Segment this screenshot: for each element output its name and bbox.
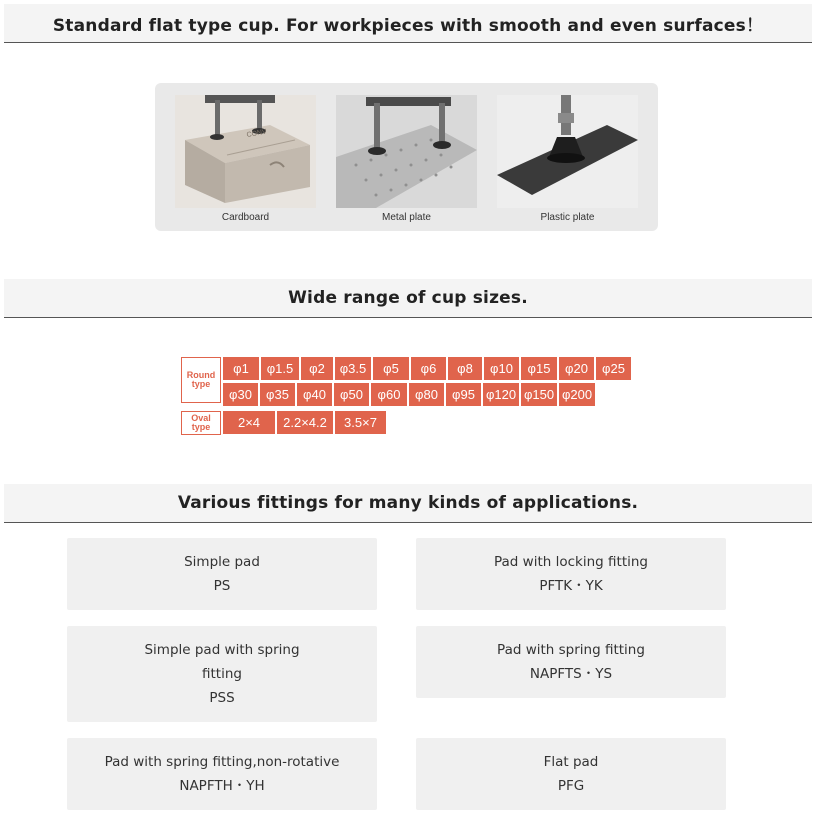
fitting-card-simple-pad[interactable] [67, 538, 377, 610]
round-label-line2: type [191, 379, 211, 389]
fitting-name: Flat pad [543, 754, 599, 770]
size-cell: φ80 [409, 383, 446, 406]
section-header-flat-cup: Standard flat type cup. For workpieces with smooth and even surfaces！ [4, 4, 812, 43]
size-cell: φ1.5 [261, 357, 301, 380]
photo-caption-metal-plate: Metal plate [382, 212, 431, 223]
size-cell: φ5 [373, 357, 411, 380]
size-cell: φ35 [260, 383, 297, 406]
fitting-code: NAPFTS・YS [529, 666, 613, 682]
size-cell: 2×4 [223, 411, 277, 434]
section-header-fittings: Various fittings for many kinds of applications. [4, 484, 812, 523]
fitting-name: Pad with spring fitting [497, 642, 645, 658]
round-label-line1: Round [186, 370, 216, 380]
photo-caption-cardboard: Cardboard [221, 212, 270, 223]
fitting-name: Pad with spring fitting,non-rotative [104, 754, 340, 770]
size-cell: φ50 [334, 383, 371, 406]
photo-caption-plastic-plate: Plastic plate [540, 212, 595, 223]
fitting-card-spring[interactable] [416, 626, 726, 698]
size-cell: φ2 [301, 357, 335, 380]
size-cell: φ120 [483, 383, 521, 406]
application-photos-panel [155, 83, 658, 231]
size-cell: 3.5×7 [335, 411, 388, 434]
fitting-card-spring-nonrotative[interactable] [67, 738, 377, 810]
size-cell: φ15 [521, 357, 559, 380]
fitting-code: PSS [209, 690, 235, 706]
fitting-card-locking[interactable] [416, 538, 726, 610]
round-size-row-1 [223, 357, 633, 380]
svg-text:CONV: CONV [246, 128, 268, 139]
size-cell: φ200 [559, 383, 597, 406]
fitting-name: Simple pad with spring fitting [144, 642, 300, 682]
fitting-card-simple-spring[interactable] [67, 626, 377, 722]
size-cell: φ20 [559, 357, 596, 380]
size-cell: φ40 [297, 383, 334, 406]
oval-type-label [181, 411, 221, 435]
size-cell: φ25 [596, 357, 633, 380]
size-cell: φ8 [448, 357, 484, 380]
size-cell: φ30 [223, 383, 260, 406]
plastic-plate-photo [497, 95, 638, 208]
size-cell: φ60 [371, 383, 409, 406]
metal-plate-photo [336, 95, 477, 208]
fitting-code: NAPFTH・YH [179, 778, 265, 794]
oval-label-line1: Oval [191, 413, 211, 423]
oval-size-row [223, 411, 388, 434]
fitting-name: Pad with locking fitting [494, 554, 648, 570]
fitting-card-flat-pad[interactable] [416, 738, 726, 810]
fitting-code: PFG [557, 778, 585, 794]
size-cell: φ1 [223, 357, 261, 380]
size-cell: φ10 [484, 357, 521, 380]
fitting-code: PS [213, 578, 231, 594]
round-type-label [181, 357, 221, 403]
cardboard-photo [175, 95, 316, 208]
size-cell: φ95 [446, 383, 483, 406]
section-header-sizes: Wide range of cup sizes. [4, 279, 812, 318]
fitting-code: PFTK・YK [539, 578, 603, 594]
fitting-name: Simple pad [184, 554, 260, 570]
size-cell: φ150 [521, 383, 559, 406]
size-cell: φ3.5 [335, 357, 373, 380]
size-cell: φ6 [411, 357, 448, 380]
size-cell: 2.2×4.2 [277, 411, 335, 434]
oval-label-line2: type [191, 422, 211, 432]
round-size-row-2 [223, 383, 597, 406]
